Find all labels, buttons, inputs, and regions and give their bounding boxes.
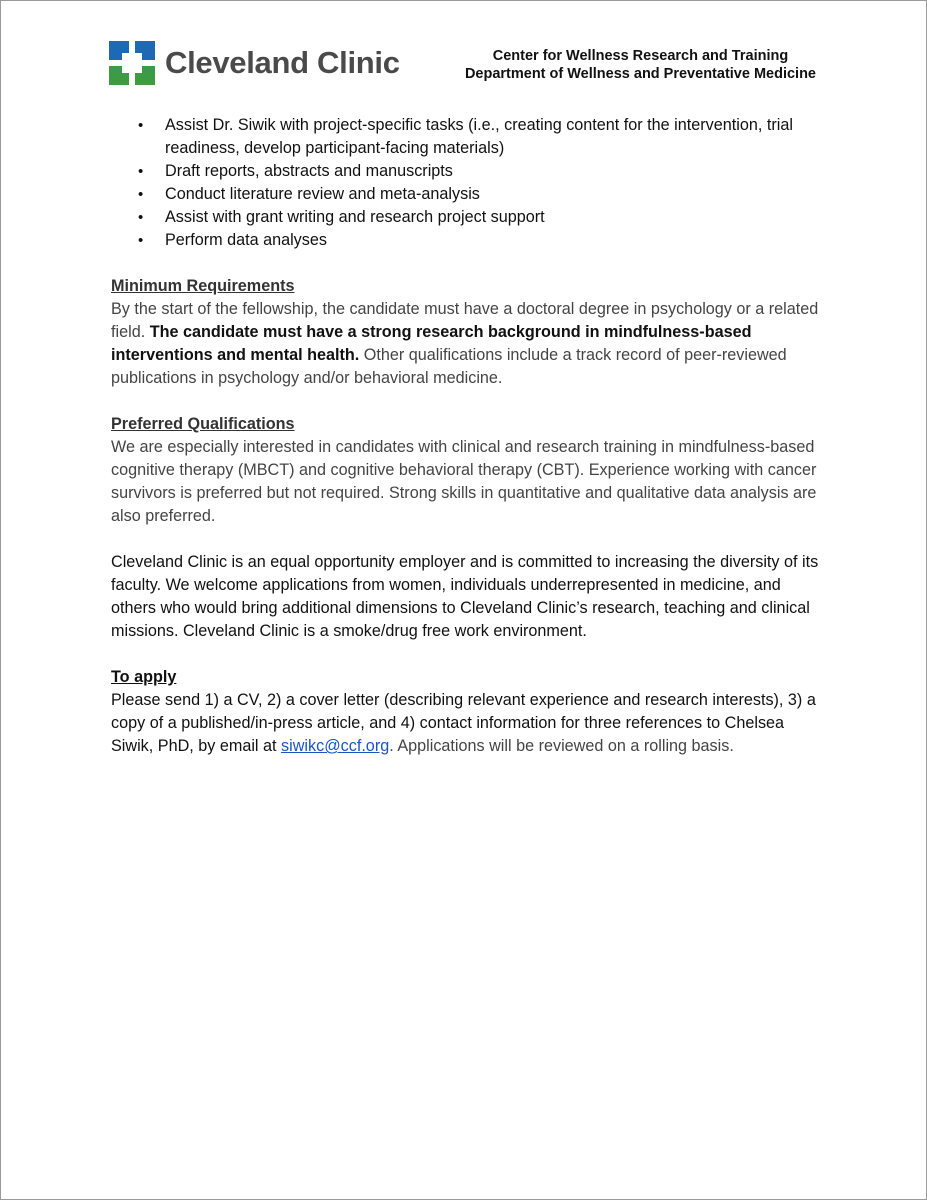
cleveland-clinic-logo — [109, 41, 400, 85]
to-apply-section — [111, 666, 823, 758]
preferred-qualifications-text: We are especially interested in candidates with clinical and research training in mindfulness-based cognitive therapy (MBCT) and cognitive behavioral therapy (CBT). Experience working with cancer survivors is preferred but not required. Strong skills in quantitative and qualitative data analysis are also preferred. — [111, 438, 817, 525]
equal-opportunity-section — [111, 551, 823, 643]
task-item: • Perform data analyses — [111, 229, 823, 252]
apply-closing: . Applications will be reviewed on a rolling basis. — [389, 737, 734, 755]
preferred-qualifications-heading: Preferred Qualifications — [111, 415, 295, 433]
task-item: • Assist with grant writing and research project support — [111, 206, 823, 229]
equal-opportunity-text: Cleveland Clinic is an equal opportunity employer and is committed to increasing the diversity of its faculty. We welcome applications from women, individuals underrepresented in medicine, and others who would bring additional dimensions to Cleveland Clinic’s research, teaching and clinical missions. Cleveland Clinic is a smoke/drug free work environment. — [111, 553, 819, 640]
logo-text: Cleveland Clinic — [165, 45, 400, 80]
minimum-bold-text: The candidate must have a strong research background in mindfulness-based interventions and mental health. — [111, 323, 752, 364]
document-body — [111, 114, 823, 758]
preferred-qualifications-section — [111, 413, 823, 528]
apply-instructions: Please send 1) a CV, 2) a cover letter (describing relevant experience and research interests), 3) a copy of a published/in-press article, and 4) contact information for three references to Chelsea Siwik, PhD, by email at — [111, 691, 816, 755]
to-apply-heading: To apply — [111, 668, 177, 686]
task-item: • Draft reports, abstracts and manuscripts — [111, 160, 823, 183]
task-item: • Conduct literature review and meta-analysis — [111, 183, 823, 206]
center-name: Center for Wellness Research and Training — [492, 48, 789, 64]
minimum-requirements-text — [111, 298, 823, 390]
department-name: Department of Wellness and Preventative Medicine — [464, 66, 816, 82]
task-list — [111, 114, 823, 252]
email-link[interactable]: siwikc@ccf.org — [281, 737, 390, 755]
task-item: • Assist Dr. Siwik with project-specific tasks (i.e., creating content for the intervention, trial readiness, develop participant-facing materials) — [111, 114, 823, 160]
minimum-requirements-heading: Minimum Requirements — [111, 277, 295, 295]
to-apply-text — [111, 689, 823, 758]
cleveland-clinic-logo-icon — [109, 41, 155, 85]
minimum-requirements-section — [111, 275, 823, 390]
minimum-text-2: Other qualifications include a track record of peer-reviewed publications in psychology and/or behavioral medicine. — [111, 346, 787, 387]
department-header — [465, 47, 816, 83]
minimum-text-1: By the start of the fellowship, the candidate must have a doctoral degree in psychology or a related field. — [111, 300, 819, 341]
